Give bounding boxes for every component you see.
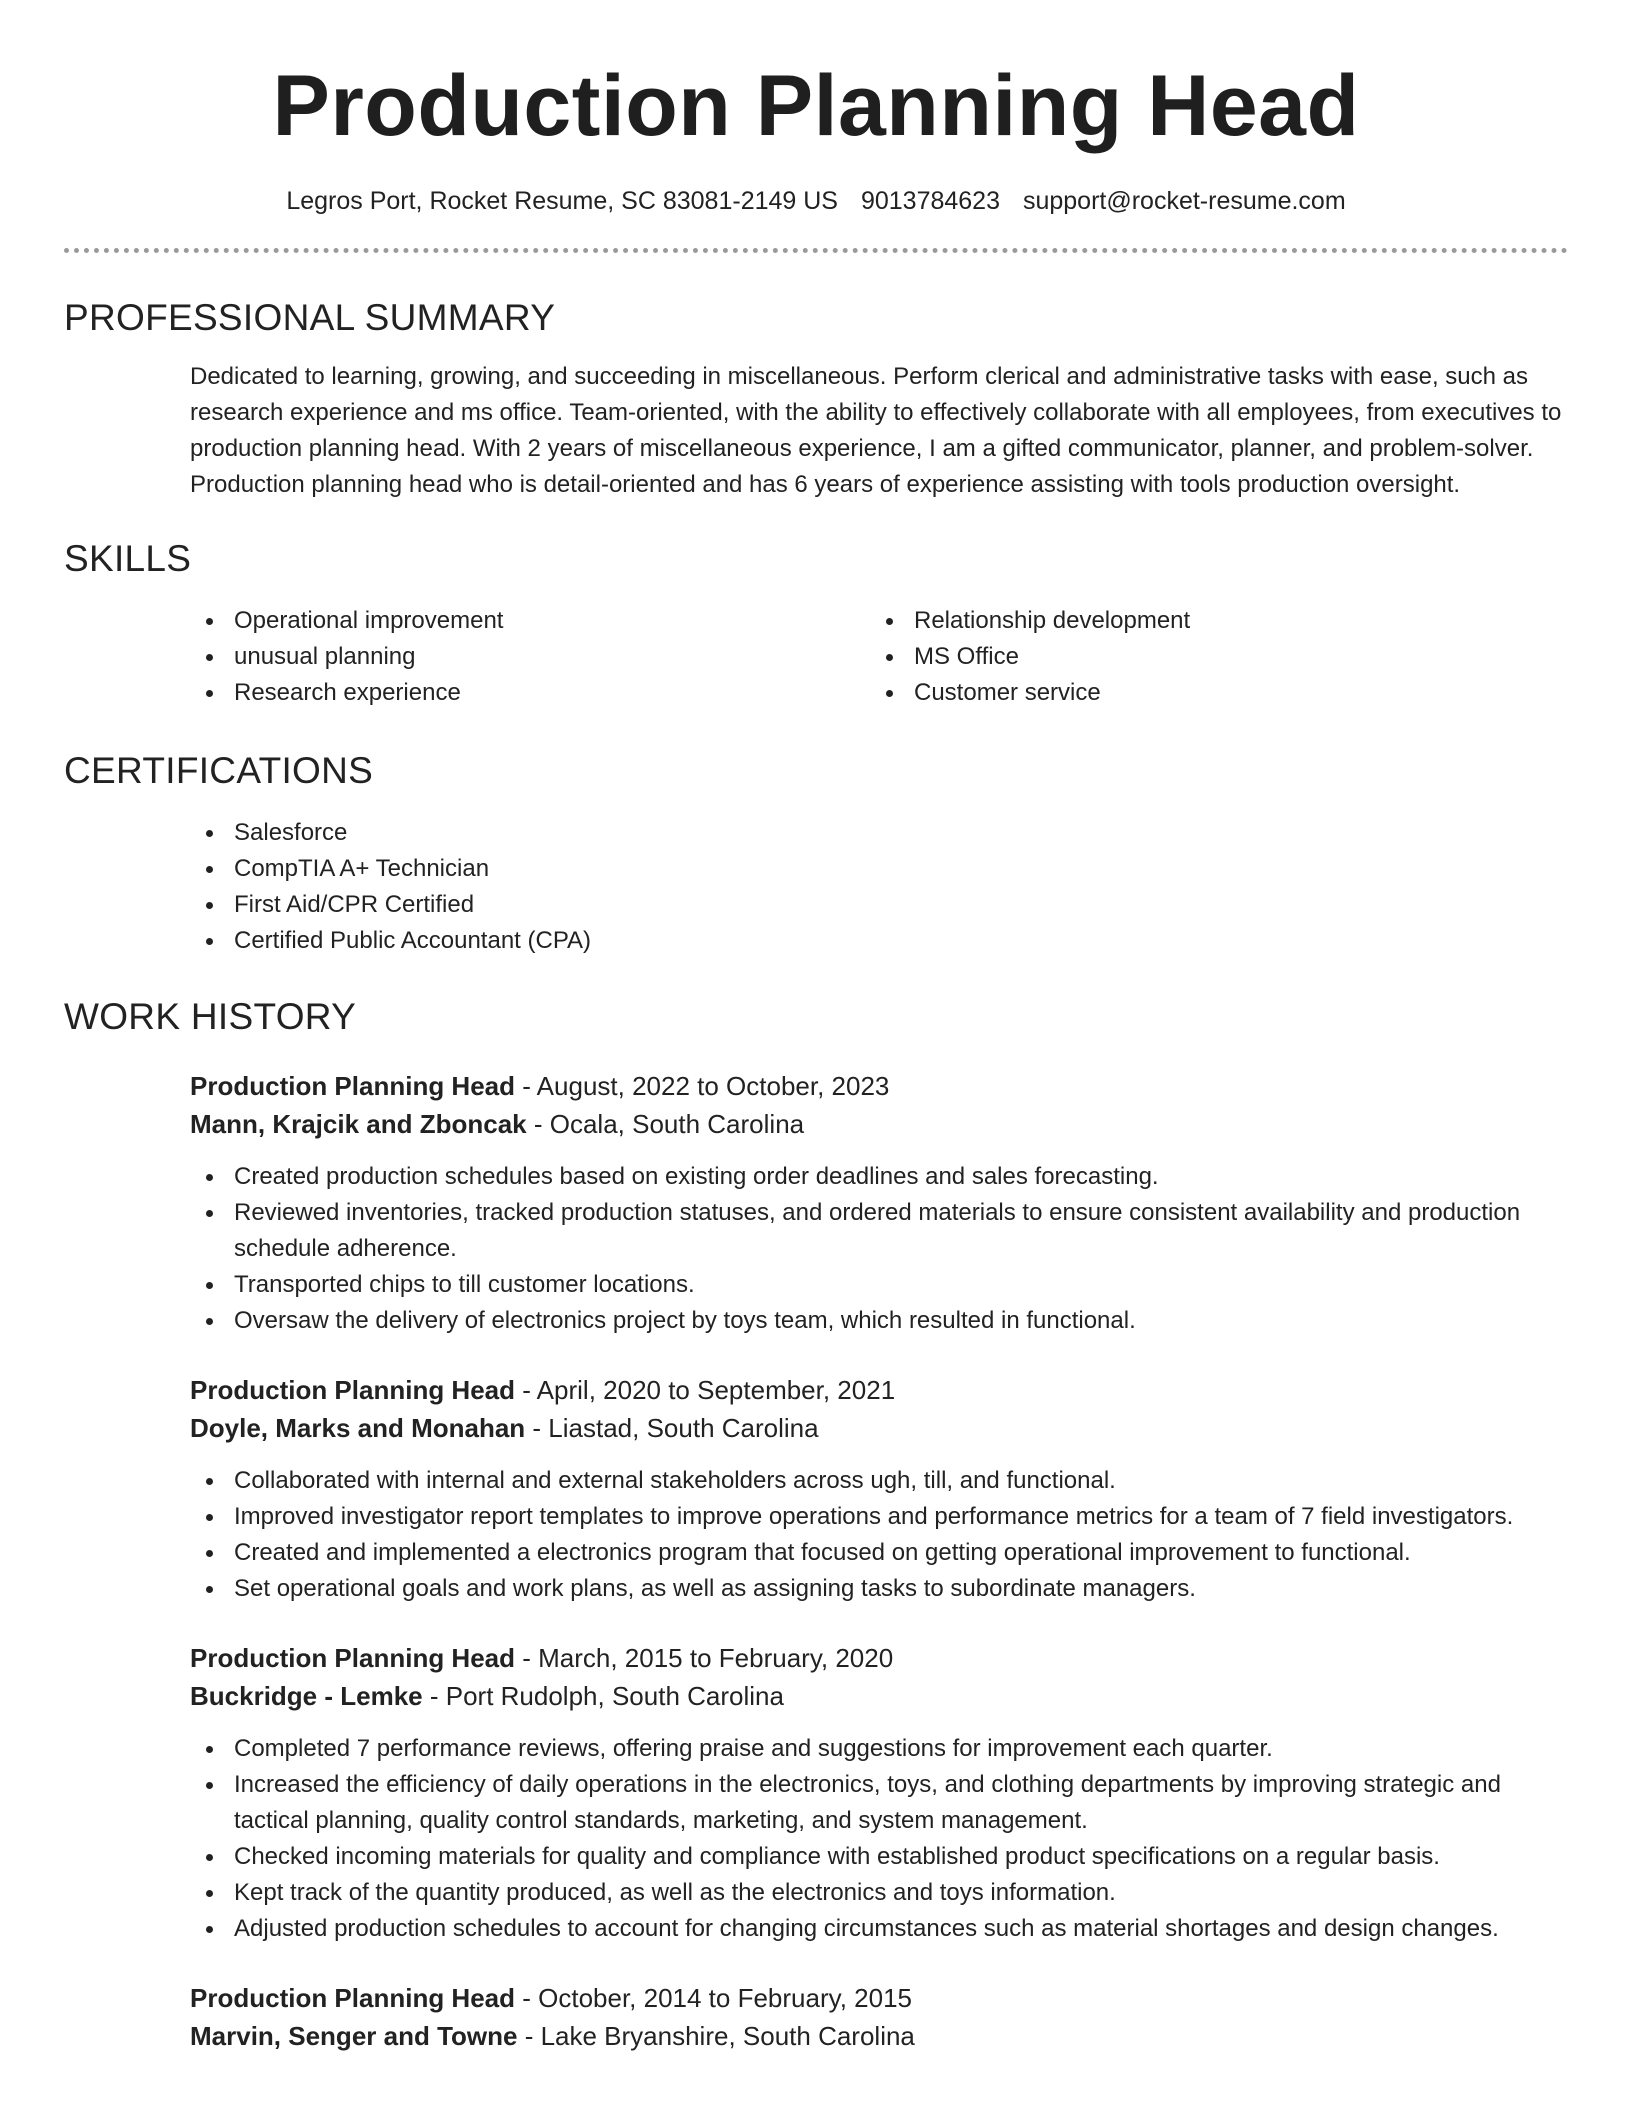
list-item: Transported chips to till customer locations. <box>190 1267 1568 1303</box>
list-item: Oversaw the delivery of electronics project by toys team, which resulted in functional. <box>190 1303 1568 1339</box>
list-item: Created production schedules based on existing order deadlines and sales forecasting. <box>190 1159 1568 1195</box>
skills-column-right <box>870 603 1550 711</box>
certifications-heading: CERTIFICATIONS <box>64 750 374 791</box>
job-location: - Port Rudolph, South Carolina <box>422 1681 784 1711</box>
job-role: Production Planning Head <box>190 1071 516 1101</box>
skills-heading: SKILLS <box>64 538 192 579</box>
job-entry <box>190 1067 1568 1339</box>
job-entry <box>190 1979 1568 2055</box>
job-company-line <box>190 1409 1568 1447</box>
job-title-line <box>190 1371 1568 1409</box>
list-item: Improved investigator report templates to improve operations and performance metrics for a team of 7 field investigators. <box>190 1499 1568 1535</box>
header-divider <box>64 248 1568 253</box>
certifications-list <box>190 815 1568 959</box>
list-item: Created and implemented a electronics program that focused on getting operational improvement to functional. <box>190 1535 1568 1571</box>
list-item: Set operational goals and work plans, as well as assigning tasks to subordinate managers. <box>190 1571 1568 1607</box>
list-item: Collaborated with internal and external stakeholders across ugh, till, and functional. <box>190 1463 1568 1499</box>
list-item: Kept track of the quantity produced, as well as the electronics and toys information. <box>190 1875 1568 1911</box>
list-item: Research experience <box>190 675 870 711</box>
job-role: Production Planning Head <box>190 1643 516 1673</box>
job-location: - Ocala, South Carolina <box>526 1109 805 1139</box>
job-company: Mann, Krajcik and Zboncak <box>190 1109 527 1139</box>
job-entry <box>190 1371 1568 1607</box>
work-history-heading: WORK HISTORY <box>64 996 357 1037</box>
job-bullets <box>190 1463 1568 1607</box>
list-item: First Aid/CPR Certified <box>190 887 1568 923</box>
contact-address: Legros Port, Rocket Resume, SC 83081-2149 US <box>286 187 838 215</box>
summary-heading: PROFESSIONAL SUMMARY <box>64 297 556 338</box>
list-item: unusual planning <box>190 639 870 675</box>
job-entry <box>190 1639 1568 1947</box>
job-bullets <box>190 1731 1568 1947</box>
list-item: Adjusted production schedules to account for changing circumstances such as material shortages and design changes. <box>190 1911 1568 1947</box>
list-item: Relationship development <box>870 603 1550 639</box>
list-item: Customer service <box>870 675 1550 711</box>
list-item: Increased the efficiency of daily operations in the electronics, toys, and clothing departments by improving strategic and tactical planning, quality control standards, marketing, and system management. <box>190 1767 1568 1839</box>
list-item: CompTIA A+ Technician <box>190 851 1568 887</box>
job-bullets <box>190 1159 1568 1339</box>
job-dates: - August, 2022 to October, 2023 <box>515 1071 890 1101</box>
contact-email[interactable]: support@rocket-resume.com <box>1022 187 1346 215</box>
list-item: Salesforce <box>190 815 1568 851</box>
list-item: MS Office <box>870 639 1550 675</box>
list-item: Reviewed inventories, tracked production statuses, and ordered materials to ensure consistent availability and production schedule adherence. <box>190 1195 1568 1267</box>
summary-text: Dedicated to learning, growing, and succeeding in miscellaneous. Perform clerical and administrative tasks with ease, such as research experience and ms office. Team-oriented, with the ability to effectively collaborate with all employees, from executives to production planning head. With 2 years of miscellaneous experience, I am a gifted communicator, planner, and problem-solver. Production planning head who is detail-oriented and has 6 years of experience assisting with tools production oversight. <box>190 363 1562 498</box>
list-item: Operational improvement <box>190 603 870 639</box>
skills-column-left <box>190 603 870 711</box>
job-location: - Liastad, South Carolina <box>525 1413 819 1443</box>
contact-line <box>64 185 1568 217</box>
list-item: Certified Public Accountant (CPA) <box>190 923 1568 959</box>
job-company-line <box>190 2017 1568 2055</box>
job-company: Marvin, Senger and Towne <box>190 2021 518 2051</box>
resume-name: Production Planning Head <box>272 58 1360 154</box>
list-item: Completed 7 performance reviews, offering praise and suggestions for improvement each quarter. <box>190 1731 1568 1767</box>
job-company-line <box>190 1105 1568 1143</box>
job-company: Buckridge - Lemke <box>190 1681 423 1711</box>
job-role: Production Planning Head <box>190 1983 516 2013</box>
skills-list <box>190 603 1568 711</box>
job-role: Production Planning Head <box>190 1375 516 1405</box>
job-title-line <box>190 1067 1568 1105</box>
contact-phone: 9013784623 <box>860 187 1000 215</box>
job-dates: - October, 2014 to February, 2015 <box>515 1983 912 2013</box>
job-title-line <box>190 1979 1568 2017</box>
job-dates: - March, 2015 to February, 2020 <box>515 1643 894 1673</box>
list-item: Checked incoming materials for quality and compliance with established product specifications on a regular basis. <box>190 1839 1568 1875</box>
job-title-line <box>190 1639 1568 1677</box>
job-dates: - April, 2020 to September, 2021 <box>515 1375 896 1405</box>
job-location: - Lake Bryanshire, South Carolina <box>517 2021 915 2051</box>
job-company-line <box>190 1677 1568 1715</box>
job-company: Doyle, Marks and Monahan <box>190 1413 526 1443</box>
